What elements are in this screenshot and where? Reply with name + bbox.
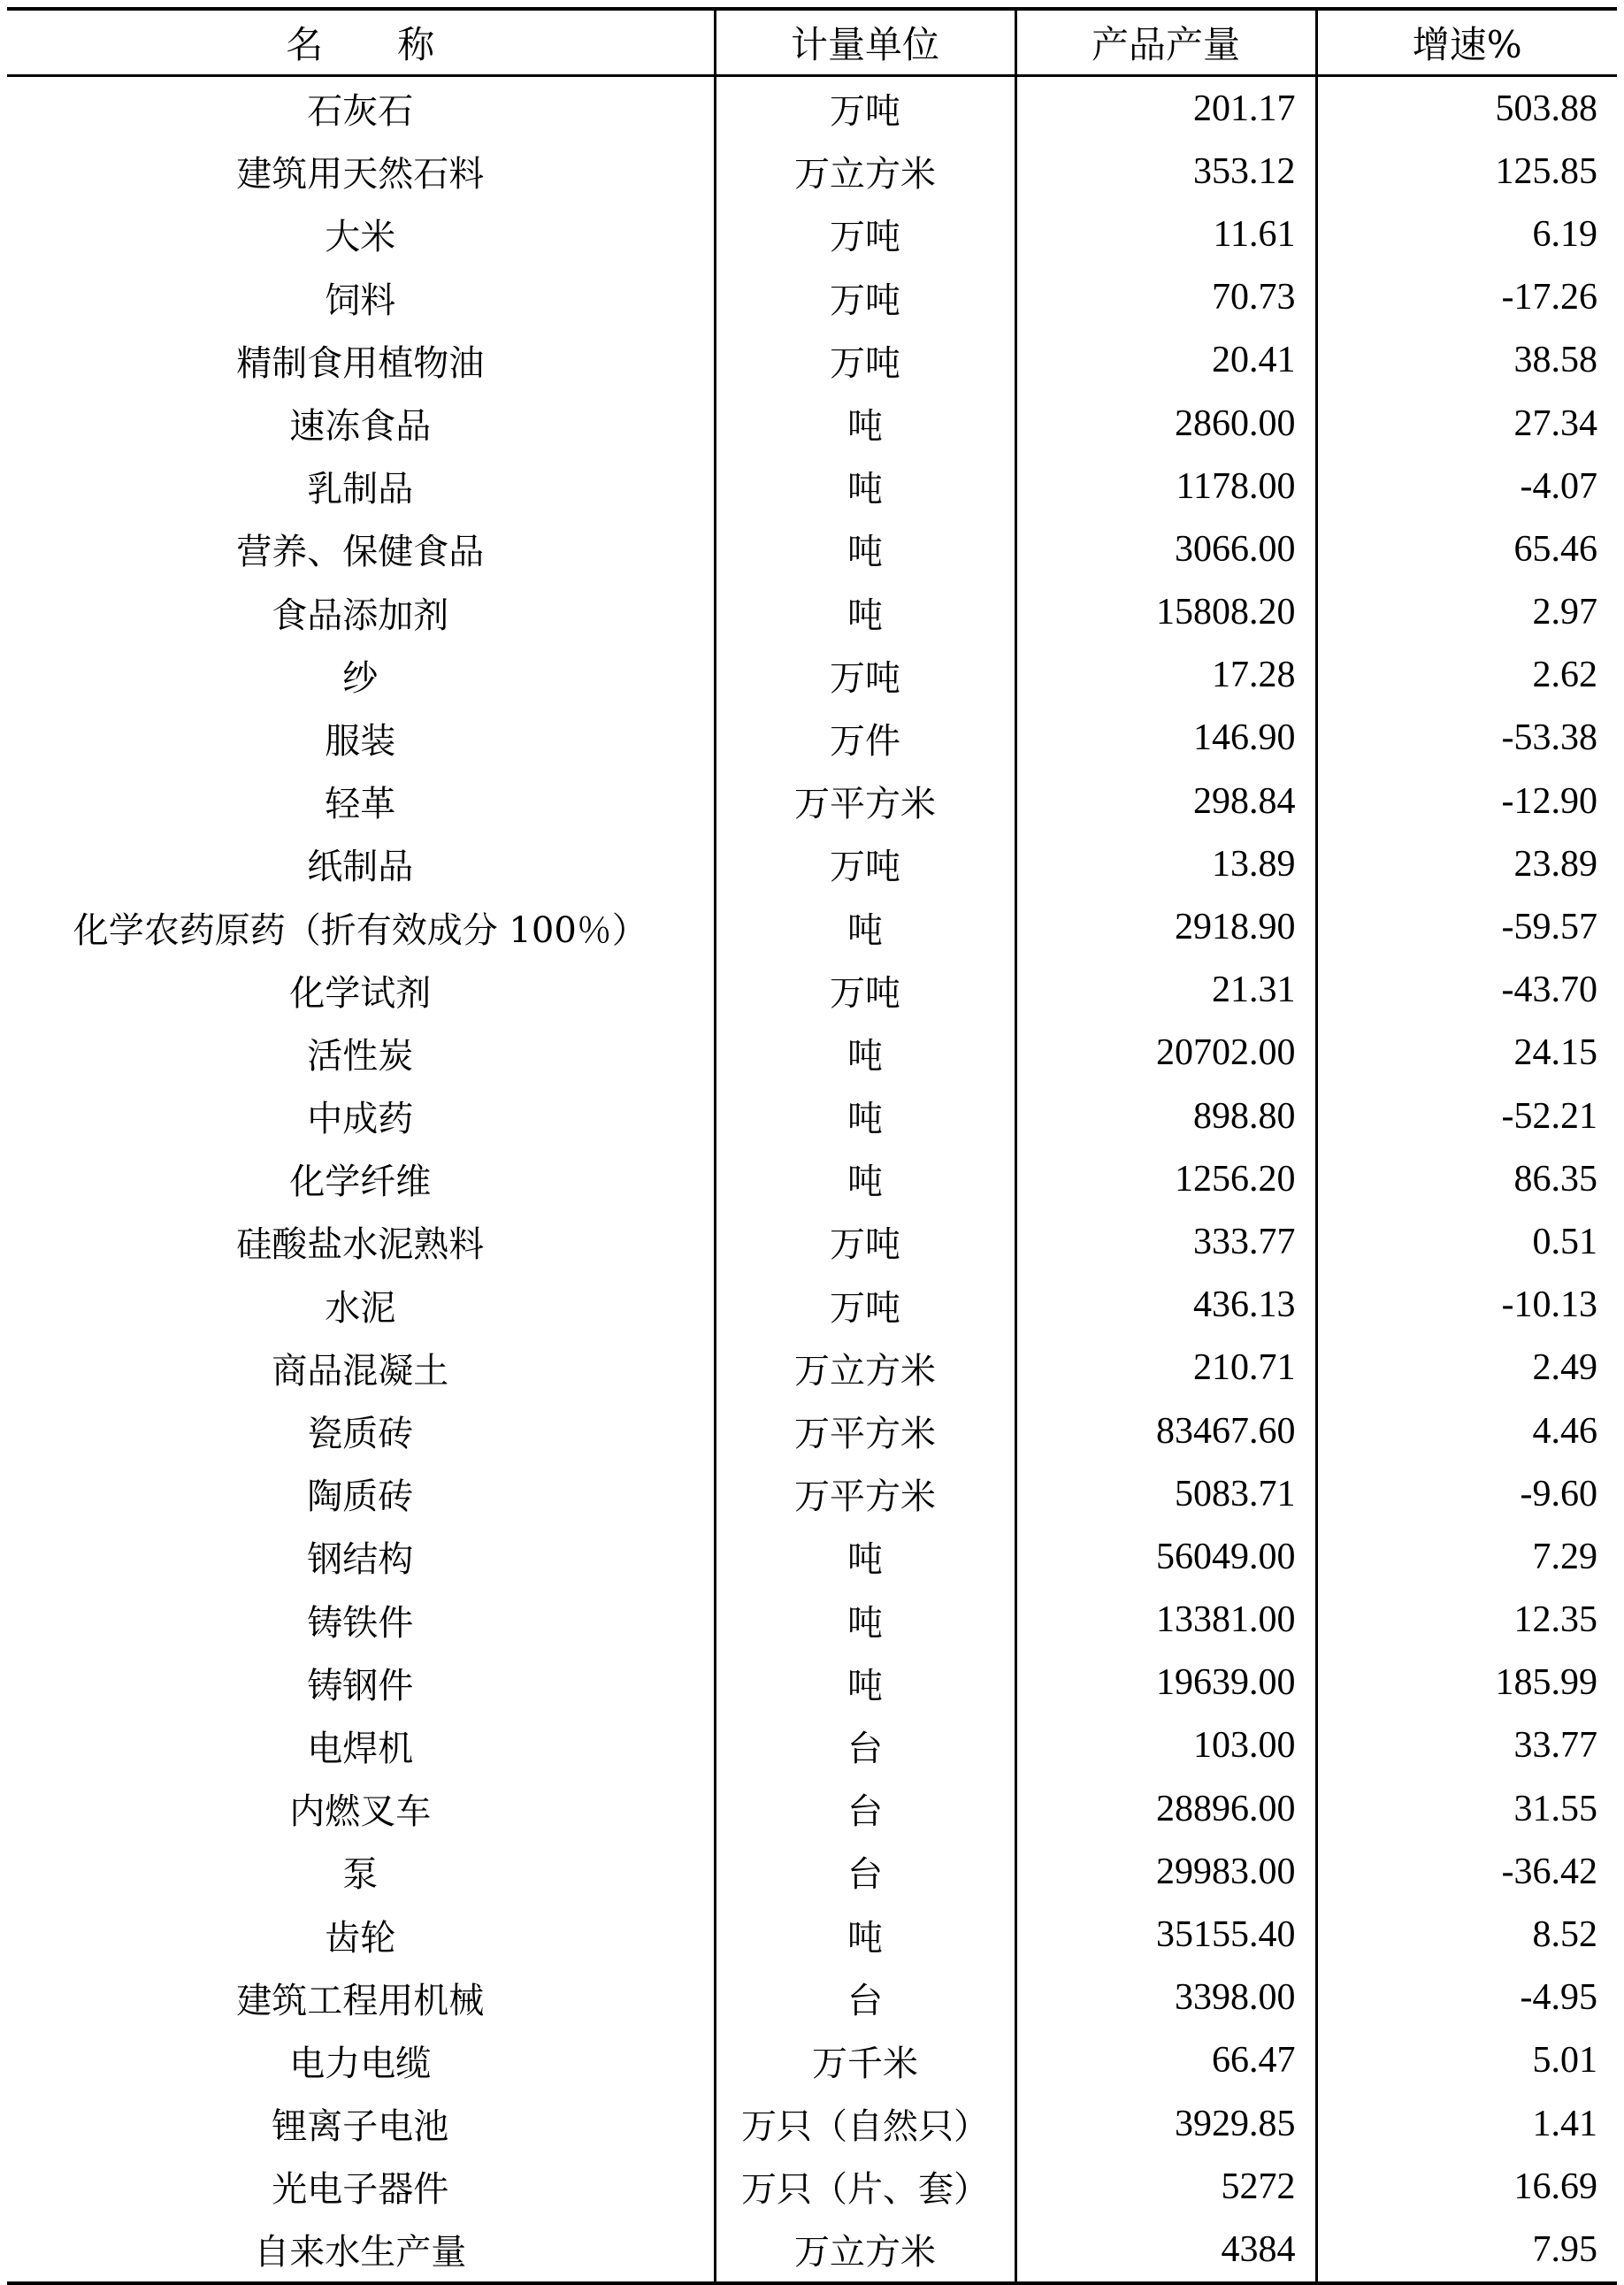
table-row: [7, 1652, 1617, 1714]
growth-rate-cell: -36.42: [1316, 1840, 1617, 1903]
unit-cell: 万吨: [715, 1210, 1015, 1273]
table-row: [7, 1022, 1617, 1085]
quantity-cell: 13381.00: [1015, 1589, 1316, 1652]
unit-cell: 吨: [715, 895, 1015, 958]
quantity-cell: 1178.00: [1015, 455, 1316, 518]
table-row: [7, 832, 1617, 895]
product-name-cell: 商品混凝土: [272, 1350, 449, 1392]
growth-rate-cell: 2.49: [1316, 1337, 1617, 1399]
product-name-cell: 齿轮: [325, 1917, 396, 1959]
growth-rate-cell: 33.77: [1316, 1714, 1617, 1777]
product-output-table-page: [7, 7, 1617, 2285]
growth-rate-cell: -17.26: [1316, 266, 1617, 329]
product-name-cell: 中成药: [307, 1099, 414, 1140]
growth-rate-cell: 2.97: [1316, 581, 1617, 644]
unit-cell: 万件: [715, 707, 1015, 770]
growth-rate-cell: 23.89: [1316, 832, 1617, 895]
product-name-cell: 电焊机: [307, 1728, 414, 1769]
table-row: [7, 770, 1617, 832]
quantity-cell: 201.17: [1015, 76, 1316, 141]
table-row: [7, 707, 1617, 770]
product-name-cell: 化学试剂: [289, 972, 432, 1014]
growth-rate-cell: -52.21: [1316, 1085, 1617, 1147]
table-row: [7, 1274, 1617, 1337]
quantity-cell: 103.00: [1015, 1714, 1316, 1777]
product-name-cell: 铸钢件: [307, 1665, 414, 1706]
quantity-cell: 15808.20: [1015, 581, 1316, 644]
product-name-cell: 铸铁件: [307, 1602, 414, 1644]
product-name-cell: 化学农药原药（折有效成分 100％）: [73, 909, 647, 951]
quantity-cell: 17.28: [1015, 644, 1316, 707]
quantity-cell: 21.31: [1015, 959, 1316, 1022]
unit-cell: 台: [715, 1840, 1015, 1903]
table-row: [7, 581, 1617, 644]
table-row: [7, 329, 1617, 392]
table-row: [7, 2155, 1617, 2218]
header-unit: 计量单位: [715, 9, 1015, 76]
table-row: [7, 895, 1617, 958]
growth-rate-cell: 2.62: [1316, 644, 1617, 707]
table-row: [7, 1777, 1617, 1840]
product-name-cell: 纸制品: [307, 847, 414, 888]
growth-rate-cell: 1.41: [1316, 2092, 1617, 2155]
product-name-cell: 石灰石: [307, 91, 414, 133]
growth-rate-cell: 503.88: [1316, 76, 1617, 141]
quantity-cell: 83467.60: [1015, 1399, 1316, 1462]
product-name-cell: 光电子器件: [272, 2169, 449, 2211]
table-row: [7, 1462, 1617, 1525]
product-name-cell: 自来水生产量: [7, 2218, 715, 2282]
table-row: [7, 2029, 1617, 2092]
table-row: [7, 1147, 1617, 1210]
unit-cell: 万吨: [715, 959, 1015, 1022]
growth-rate-cell: -53.38: [1316, 707, 1617, 770]
unit-cell: 台: [715, 1714, 1015, 1777]
growth-rate-cell: 24.15: [1316, 1022, 1617, 1085]
quantity-cell: 3398.00: [1015, 1967, 1316, 2029]
product-name-cell: 饲料: [325, 280, 396, 321]
unit-cell: 万吨: [715, 203, 1015, 265]
unit-cell: 万立方米: [715, 140, 1015, 203]
unit-cell: 万吨: [715, 1274, 1015, 1337]
growth-rate-cell: -12.90: [1316, 770, 1617, 832]
product-name-cell: 瓷质砖: [307, 1414, 414, 1455]
growth-rate-cell: -4.95: [1316, 1967, 1617, 2029]
growth-rate-cell: 0.51: [1316, 1210, 1617, 1273]
product-name-cell: 大米: [325, 217, 396, 258]
product-name-cell: 电力电缆: [289, 2043, 432, 2084]
product-name-cell: 营养、保健食品: [236, 532, 485, 573]
unit-cell: 吨: [715, 1903, 1015, 1966]
unit-cell: 万吨: [715, 76, 1015, 141]
growth-rate-cell: -10.13: [1316, 1274, 1617, 1337]
table-row: [7, 455, 1617, 518]
table-row: [7, 959, 1617, 1022]
growth-rate-cell: 31.55: [1316, 1777, 1617, 1840]
table-header: [7, 9, 1617, 76]
table-row: [7, 76, 1617, 141]
quantity-cell: 29983.00: [1015, 1840, 1316, 1903]
table-row: [7, 1337, 1617, 1399]
table-row: [7, 518, 1617, 580]
quantity-cell: 5272: [1015, 2155, 1316, 2218]
product-name-cell: 内燃叉车: [289, 1791, 432, 1833]
quantity-cell: 56049.00: [1015, 1525, 1316, 1588]
table-row: [7, 392, 1617, 455]
growth-rate-cell: 16.69: [1316, 2155, 1617, 2218]
quantity-cell: 146.90: [1015, 707, 1316, 770]
unit-cell: 吨: [715, 1147, 1015, 1210]
quantity-cell: 13.89: [1015, 832, 1316, 895]
product-name-cell: 化学纤维: [289, 1162, 432, 1203]
quantity-cell: 436.13: [1015, 1274, 1316, 1337]
growth-rate-cell: 125.85: [1316, 140, 1617, 203]
growth-rate-cell: 38.58: [1316, 329, 1617, 392]
unit-cell: 吨: [715, 1652, 1015, 1714]
quantity-cell: 20702.00: [1015, 1022, 1316, 1085]
table-row: [7, 1085, 1617, 1147]
product-name-cell: 速冻食品: [289, 406, 432, 448]
quantity-cell: 898.80: [1015, 1085, 1316, 1147]
unit-cell: 万吨: [715, 832, 1015, 895]
table-row: [7, 203, 1617, 265]
product-name-cell: 轻革: [325, 784, 396, 825]
product-name-cell: 乳制品: [307, 469, 414, 510]
growth-rate-cell: 7.95: [1316, 2218, 1617, 2282]
growth-rate-cell: 4.46: [1316, 1399, 1617, 1462]
header-row: [7, 9, 1617, 76]
unit-cell: 万千米: [715, 2029, 1015, 2092]
unit-cell: 吨: [715, 392, 1015, 455]
product-name-cell: 水泥: [325, 1287, 396, 1329]
table-row: [7, 1840, 1617, 1903]
table-row: [7, 2218, 1617, 2282]
growth-rate-cell: 185.99: [1316, 1652, 1617, 1714]
quantity-cell: 210.71: [1015, 1337, 1316, 1399]
product-name-cell: 锂离子电池: [272, 2106, 449, 2148]
unit-cell: 万吨: [715, 266, 1015, 329]
table-row: [7, 644, 1617, 707]
growth-rate-cell: 27.34: [1316, 392, 1617, 455]
growth-rate-cell: -9.60: [1316, 1462, 1617, 1525]
growth-rate-cell: -43.70: [1316, 959, 1617, 1022]
unit-cell: 台: [715, 1967, 1015, 2029]
quantity-cell: 1256.20: [1015, 1147, 1316, 1210]
growth-rate-cell: 6.19: [1316, 203, 1617, 265]
table-row: [7, 1525, 1617, 1588]
table-row: [7, 1714, 1617, 1777]
unit-cell: 吨: [715, 581, 1015, 644]
product-name-cell: 陶质砖: [307, 1476, 414, 1518]
unit-cell: 吨: [715, 1525, 1015, 1588]
quantity-cell: 70.73: [1015, 266, 1316, 329]
unit-cell: 台: [715, 1777, 1015, 1840]
unit-cell: 万吨: [715, 329, 1015, 392]
unit-cell: 万立方米: [715, 1337, 1015, 1399]
table-row: [7, 1903, 1617, 1966]
unit-cell: 吨: [715, 518, 1015, 580]
header-growth: 增速%: [1316, 9, 1617, 76]
quantity-cell: 4384: [1015, 2218, 1316, 2282]
growth-rate-cell: 7.29: [1316, 1525, 1617, 1588]
quantity-cell: 5083.71: [1015, 1462, 1316, 1525]
growth-rate-cell: 8.52: [1316, 1903, 1617, 1966]
growth-rate-cell: 12.35: [1316, 1589, 1617, 1652]
quantity-cell: 19639.00: [1015, 1652, 1316, 1714]
quantity-cell: 2860.00: [1015, 392, 1316, 455]
quantity-cell: 35155.40: [1015, 1903, 1316, 1966]
table-row: [7, 1967, 1617, 2029]
product-name-cell: 建筑用天然石料: [236, 154, 485, 196]
growth-rate-cell: -4.07: [1316, 455, 1617, 518]
quantity-cell: 298.84: [1015, 770, 1316, 832]
product-name-cell: 泵: [342, 1854, 379, 1896]
quantity-cell: 28896.00: [1015, 1777, 1316, 1840]
unit-cell: 万只（片、套）: [715, 2155, 1015, 2218]
table-row: [7, 140, 1617, 203]
product-name-cell: 纱: [342, 657, 379, 699]
product-name-cell: 精制食用植物油: [236, 342, 485, 384]
product-name-cell: 活性炭: [307, 1035, 414, 1077]
growth-rate-cell: -59.57: [1316, 895, 1617, 958]
unit-cell: 万平方米: [715, 770, 1015, 832]
unit-cell: 吨: [715, 1085, 1015, 1147]
product-name-cell: 服装: [325, 720, 396, 762]
unit-cell: 万平方米: [715, 1462, 1015, 1525]
table-body: [7, 76, 1617, 2283]
unit-cell: 万平方米: [715, 1399, 1015, 1462]
quantity-cell: 66.47: [1015, 2029, 1316, 2092]
growth-rate-cell: 5.01: [1316, 2029, 1617, 2092]
product-output-table: [7, 7, 1617, 2285]
table-row: [7, 1399, 1617, 1462]
product-name-cell: 钢结构: [307, 1539, 414, 1581]
quantity-cell: 11.61: [1015, 203, 1316, 265]
quantity-cell: 2918.90: [1015, 895, 1316, 958]
growth-rate-cell: 65.46: [1316, 518, 1617, 580]
unit-cell: 万立方米: [715, 2218, 1015, 2282]
quantity-cell: 333.77: [1015, 1210, 1316, 1273]
growth-rate-cell: 86.35: [1316, 1147, 1617, 1210]
product-name-cell: 硅酸盐水泥熟料: [236, 1224, 485, 1266]
unit-cell: 吨: [715, 455, 1015, 518]
quantity-cell: 20.41: [1015, 329, 1316, 392]
product-name-cell: 食品添加剂: [272, 594, 449, 636]
product-name-cell: 建筑工程用机械: [236, 1980, 485, 2021]
unit-cell: 万只（自然只）: [715, 2092, 1015, 2155]
table-row: [7, 1210, 1617, 1273]
quantity-cell: 3929.85: [1015, 2092, 1316, 2155]
quantity-cell: 3066.00: [1015, 518, 1316, 580]
table-row: [7, 2092, 1617, 2155]
header-quantity: 产品产量: [1015, 9, 1316, 76]
table-row: [7, 266, 1617, 329]
unit-cell: 万吨: [715, 644, 1015, 707]
unit-cell: 吨: [715, 1589, 1015, 1652]
quantity-cell: 353.12: [1015, 140, 1316, 203]
table-row: [7, 1589, 1617, 1652]
header-name: 名 称: [7, 9, 715, 76]
unit-cell: 吨: [715, 1022, 1015, 1085]
